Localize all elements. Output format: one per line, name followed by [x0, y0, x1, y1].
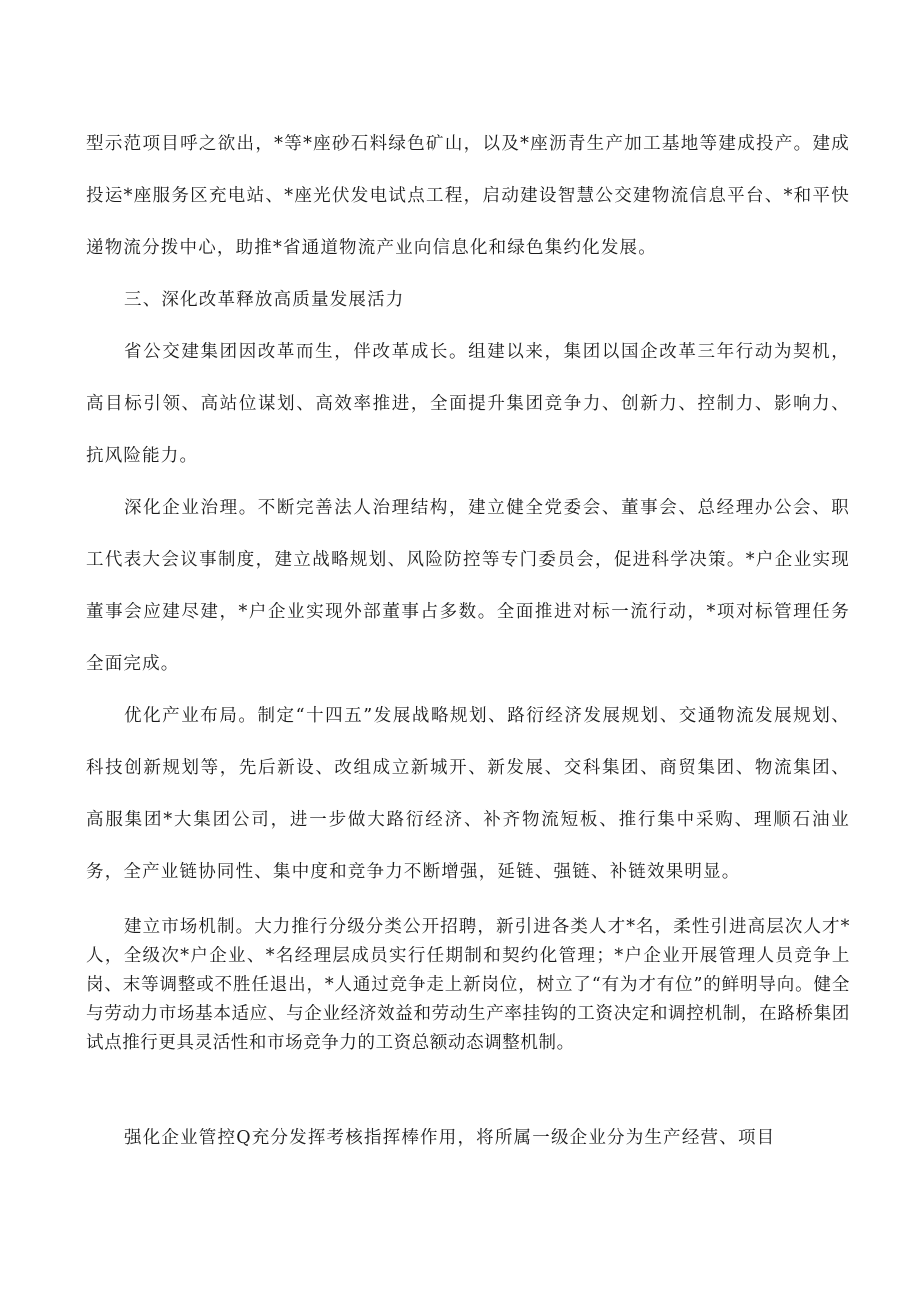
paragraph-industry-layout: 优化产业布局。制定“十四五”发展战略规划、路衍经济发展规划、交通物流发展规划、科技创新规划等，先后新设、改组成立新城开、新发展、交科集团、商贸集团、物流集团、高服集团*大集团公司，进一步做大路衍经济、补齐物流短板、推行集中采购、理顺石油业务，全产业链协同性、集中度和竞争力不断增强，延链、强链、补链效果明显。 — [86, 706, 850, 882]
paragraph-intro: 省公交建集团因改革而生，伴改革成长。组建以来，集团以国企改革三年行动为契机，高目标引领、高站位谋划、高效率推进，全面提升集团竞争力、创新力、控制力、影响力、抗风险能力。 — [86, 342, 850, 466]
paragraph-control: 强化企业管控Q充分发挥考核指挥棒作用，将所属一级企业分为生产经营、项目 — [124, 1128, 776, 1148]
paragraph-governance: 深化企业治理。不断完善法人治理结构，建立健全党委会、董事会、总经理办公会、职工代表大会议事制度，建立战略规划、风险防控等专门委员会，促进科学决策。*户企业实现董事会应建尽建，*户企业实现外部董事占多数。全面推进对标一流行动，*项对标管理任务全面完成。 — [86, 498, 850, 674]
paragraph-continuation: 型示范项目呼之欲出，*等*座砂石料绿色矿山，以及*座沥青生产加工基地等建成投产。建成投运*座服务区充电站、*座光伏发电试点工程，启动建设智慧公交建物流信息平台、*和平快递物流分拨中心，助推*省通道物流产业向信息化和绿色集约化发展。 — [86, 134, 850, 258]
section-heading: 三、深化改革释放高质量发展活力 — [124, 290, 405, 310]
paragraph-market-mechanism: 建立市场机制。大力推行分级分类公开招聘，新引进各类人才*名，柔性引进高层次人才*人，全级次*户企业、*名经理层成员实行任期制和契约化管理；*户企业开展管理人员竞争上岗、末等调整或不胜任退出，*人通过竞争走上新岗位，树立了“有为才有位”的鲜明导向。健全与劳动力市场基本适应、与企业经济效益和劳动生产率挂钩的工资决定和调控机制，在路桥集团试点推行更具灵活性和市场竞争力的工资总额动态调整机制。 — [86, 917, 850, 1053]
